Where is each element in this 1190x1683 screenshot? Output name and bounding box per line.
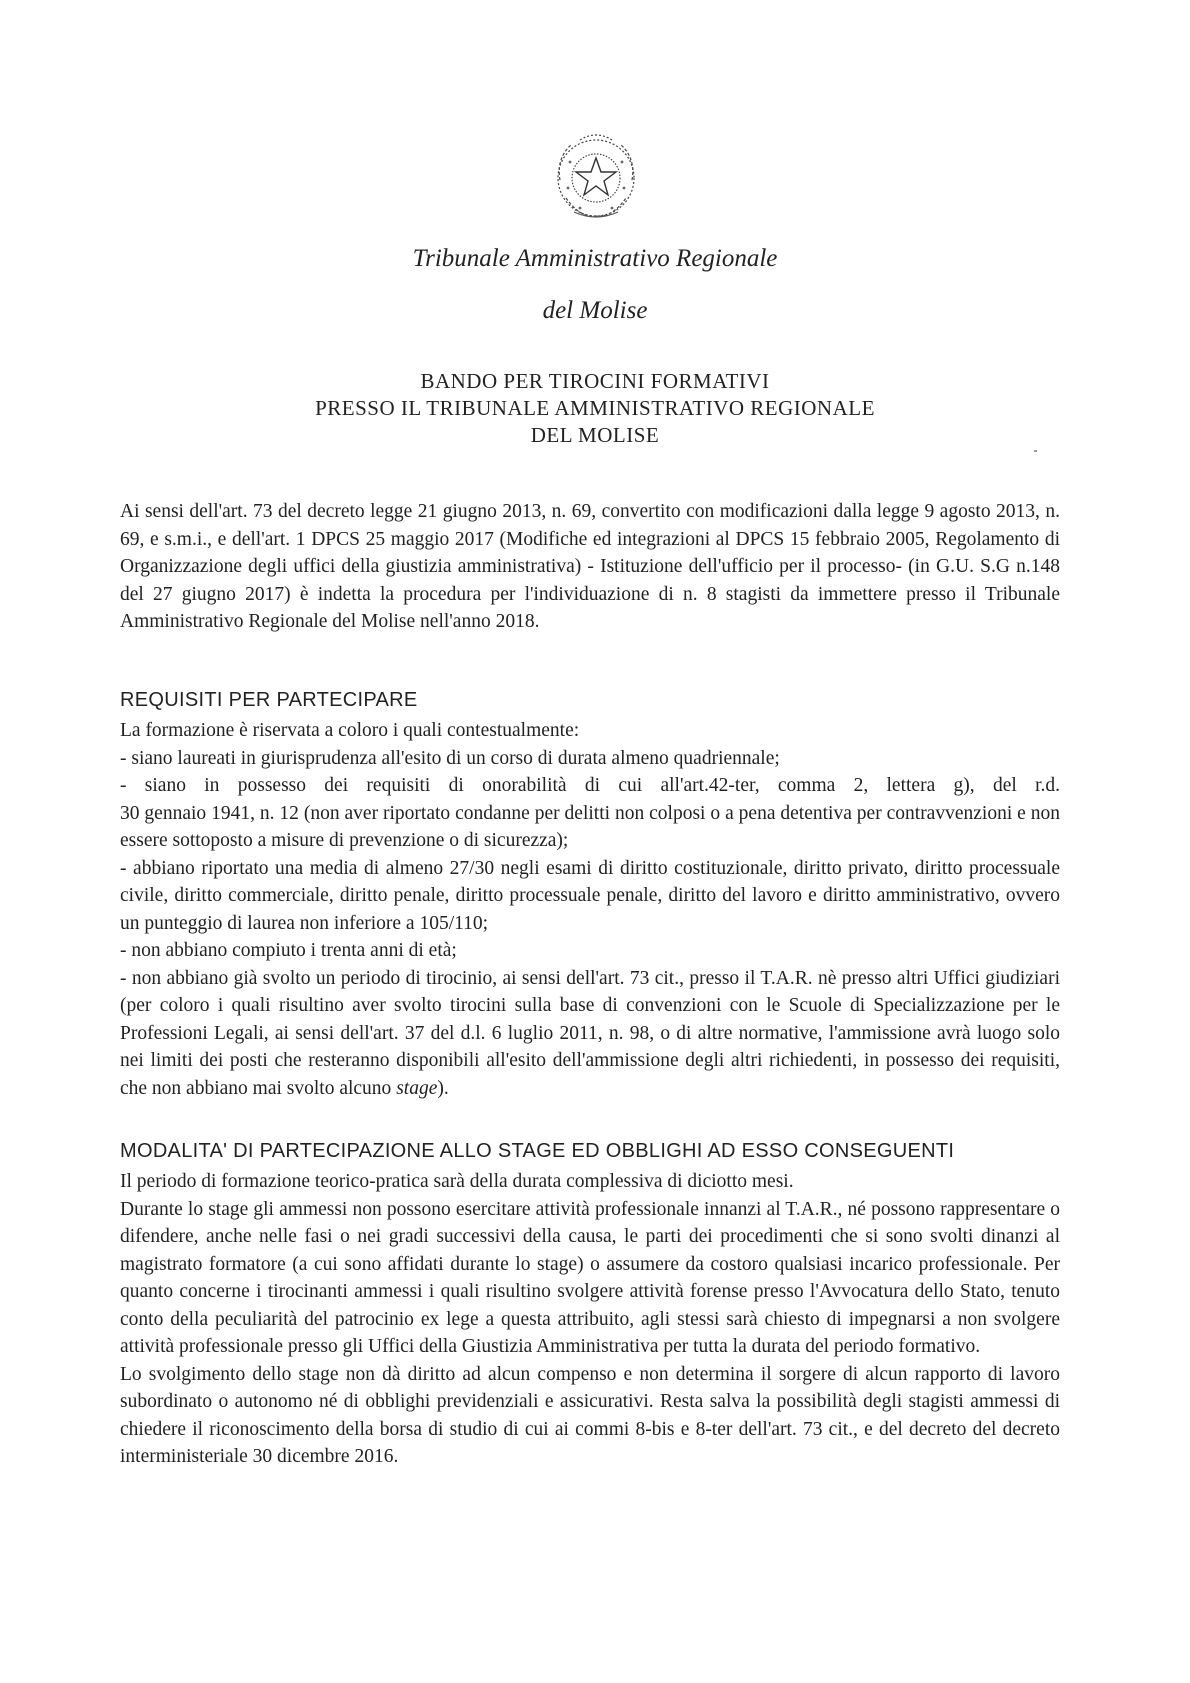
court-name-line1: Tribunale Amministrativo Regionale (412, 245, 778, 272)
requisito-tirocinio-stage: stage (396, 1077, 438, 1099)
requisito-media: - abbiano riportato una media di almeno 27/30 negli esami di diritto costituzionale, diritto privato, diritto processuale civile, diritto commerciale, diritto penale, diritto processuale penale, diritto del lavoro e diritto amministrativo, ovvero un punteggio di laurea non inferiore a 105/110; (120, 857, 1060, 934)
document-title (0, 368, 1190, 449)
modalita-text (120, 1168, 1060, 1471)
title-line3: DEL MOLISE (530, 423, 660, 447)
requisiti-list (120, 717, 1060, 1102)
modalita-durata: Il periodo di formazione teorico-pratica sarà della durata complessiva di diciotto mesi. (120, 1171, 794, 1192)
requisiti-intro: La formazione è riservata a coloro i quali contestualmente: (120, 720, 580, 741)
italian-republic-emblem-icon (550, 128, 642, 224)
title-line2: PRESSO IL TRIBUNALE AMMINISTRATIVO REGIONALE (315, 396, 875, 420)
requisito-eta: - non abbiano compiuto i trenta anni di età; (120, 940, 457, 961)
court-name-line2: del Molise (542, 297, 648, 324)
intro-paragraph: Ai sensi dell'art. 73 del decreto legge 21 giugno 2013, n. 69, convertito con modificazioni dalla legge 9 agosto 2013, n. 69, e s.m.i., e dell'art. 1 DPCS 25 maggio 2017 (Modifiche ed integrazioni al DPCS 15 febbraio 2005, Regolamento di Organizzazione degli uffici della giustizia amministrativa) - Istituzione dell'ufficio per il processo- (in G.U. S.G n.148 del 27 giugno 2017) è indetta la procedura per l'individuazione di n. 8 stagisti da immettere presso il Tribunale Amministrativo Regionale del Molise nell'anno 2018. (120, 501, 1060, 632)
requisiti-heading: REQUISITI PER PARTECIPARE (120, 689, 418, 711)
scan-mark (1034, 450, 1037, 452)
modalita-compenso: Lo svolgimento dello stage non dà diritto ad alcun compenso e non determina il sorgere di alcun rapporto di lavoro subordinato o autonomo né di obblighi previdenziali e assicurativi. Resta salva la possibilità degli stagisti ammessi di chiedere il riconoscimento della borsa di studio di cui ai commi 8-bis e 8-ter dell'art. 73 cit., e del decreto del decreto interministeriale 30 dicembre 2016. (120, 1363, 1060, 1467)
requisito-tirocinio (120, 965, 1060, 1103)
requisito-tirocinio-end: ). (437, 1077, 449, 1099)
requisito-tirocinio-text: - non abbiano già svolto un periodo di tirocinio, ai sensi dell'art. 73 cit., presso il T.A.R. nè presso altri Uffici giudiziari (per coloro i quali risultino aver svolto tirocini sulla base di convenzioni con le Scuole di Specializzazione per le Professioni Legali, ai sensi dell'art. 37 del d.l. 6 luglio 2011, n. 98, o di altre normative, l'ammissione avrà luogo solo nei limiti dei posti che resteranno disponibili all'esito dell'ammissione degli altri richiedenti, in possesso dei requisiti, che non abbiano mai svolto alcuno (120, 967, 1060, 1099)
requisito-onorabilita: - siano in possesso dei requisiti di onorabilità di cui all'art.42-ter, comma 2, lettera g), del r.d. (120, 775, 1060, 796)
title-line1: BANDO PER TIROCINI FORMATIVI (420, 369, 770, 393)
modalita-obblighi: Durante lo stage gli ammessi non possono esercitare attività professionale innanzi al T.A.R., né possono rappresentare o difendere, anche nelle fasi o nei gradi successivi della causa, le parti dei procedimenti che si sono svolti dinanzi al magistrato formatore (a cui sono affidati durante lo stage) o assumere da costoro qualsiasi incarico professionale. Per quanto concerne i tirocinanti ammessi i quali risultino svolgere attività forense presso l'Avvocatura dello Stato, tenuto conto della peculiarità del patrocinio ex lege a questa attribuito, agli stessi sarà chiesto di impegnarsi a non svolgere attività professionale presso gli Uffici della Giustizia Amministrativa per tutta la durata del periodo formativo. (120, 1198, 1060, 1357)
requisito-onorabilita-cont: 30 gennaio 1941, n. 12 (non aver riportato condanne per delitti non colposi o a pena detentiva per contravvenzioni e non essere sottoposto a misure di prevenzione o di sicurezza); (120, 802, 1060, 851)
requisito-laurea: - siano laureati in giurisprudenza all'esito di un corso di durata almeno quadriennale; (120, 747, 780, 769)
modalita-heading: MODALITA' DI PARTECIPAZIONE ALLO STAGE ED OBBLIGHI AD ESSO CONSEGUENTI (120, 1140, 955, 1162)
